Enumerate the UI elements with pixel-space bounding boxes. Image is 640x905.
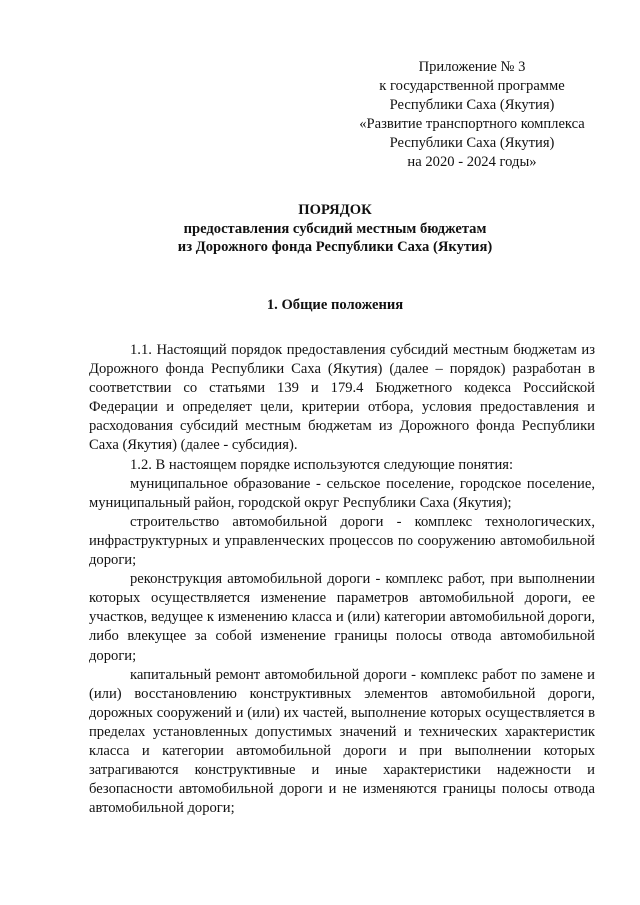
title-line-2: предоставления субсидий местным бюджетам xyxy=(183,220,487,237)
document-body xyxy=(89,341,595,818)
paragraph: 1.2. В настоящем порядке используются следующие понятия: xyxy=(130,456,514,473)
appendix-line: к государственной программе xyxy=(379,78,565,94)
paragraph: строительство автомобильной дороги - комплекс технологических, инфраструктурных и управленческих процессов по сооружению автомобильной дороги; xyxy=(89,513,595,569)
paragraph: реконструкция автомобильной дороги - комплекс работ, при выполнении которых осуществляется изменение параметров автомобильной дороги, ее участков, ведущее к изменению класса и (или) категории автомобильной дороги, либо влекущее за собой изменение границы полосы отвода автомобильной дороги; xyxy=(89,571,595,664)
appendix-line: «Развитие транспортного комплекса xyxy=(359,116,585,132)
appendix-line: Республики Саха (Якутия) xyxy=(389,97,555,113)
paragraph: капитальный ремонт автомобильной дороги - комплекс работ по замене и (или) восстановлению конструктивных элементов автомобильной дороги, дорожных сооружений и (или) их частей, выполнение которых осуществляется в пределах установленных допустимых значений и технических характеристик класса и категории автомобильной дороги и при выполнении которых затрагиваются конструктивные и иные характеристики надежности и безопасности автомобильной дороги и не изменяются границы полосы отвода автомобильной дороги; xyxy=(89,666,595,817)
appendix-line: Приложение № 3 xyxy=(418,59,526,75)
section-heading: 1. Общие положения xyxy=(266,297,404,313)
appendix-line: Республики Саха (Якутия) xyxy=(389,135,555,151)
title-line-1: ПОРЯДОК xyxy=(298,202,372,218)
title-line-3: из Дорожного фонда Республики Саха (Якутия) xyxy=(177,239,493,255)
paragraph: 1.1. Настоящий порядок предоставления субсидий местным бюджетам из Дорожного фонда Республики Саха (Якутия) (далее – порядок) разработан в соответствии со статьями 139 и 179.4 Бюджетного кодекса Российской Федерации и определяет цели, критерии отбора, условия предоставления и расходования субсидий местным бюджетам из Дорожного фонда Республики Саха (Якутия) (далее - субсидия). xyxy=(89,342,595,454)
document-title xyxy=(0,201,640,257)
appendix-line: на 2020 - 2024 годы» xyxy=(407,154,537,170)
paragraph: муниципальное образование - сельское поселение, городское поселение, муниципальный район, городской округ Республики Саха (Якутия); xyxy=(89,475,595,511)
appendix-header xyxy=(330,58,614,172)
